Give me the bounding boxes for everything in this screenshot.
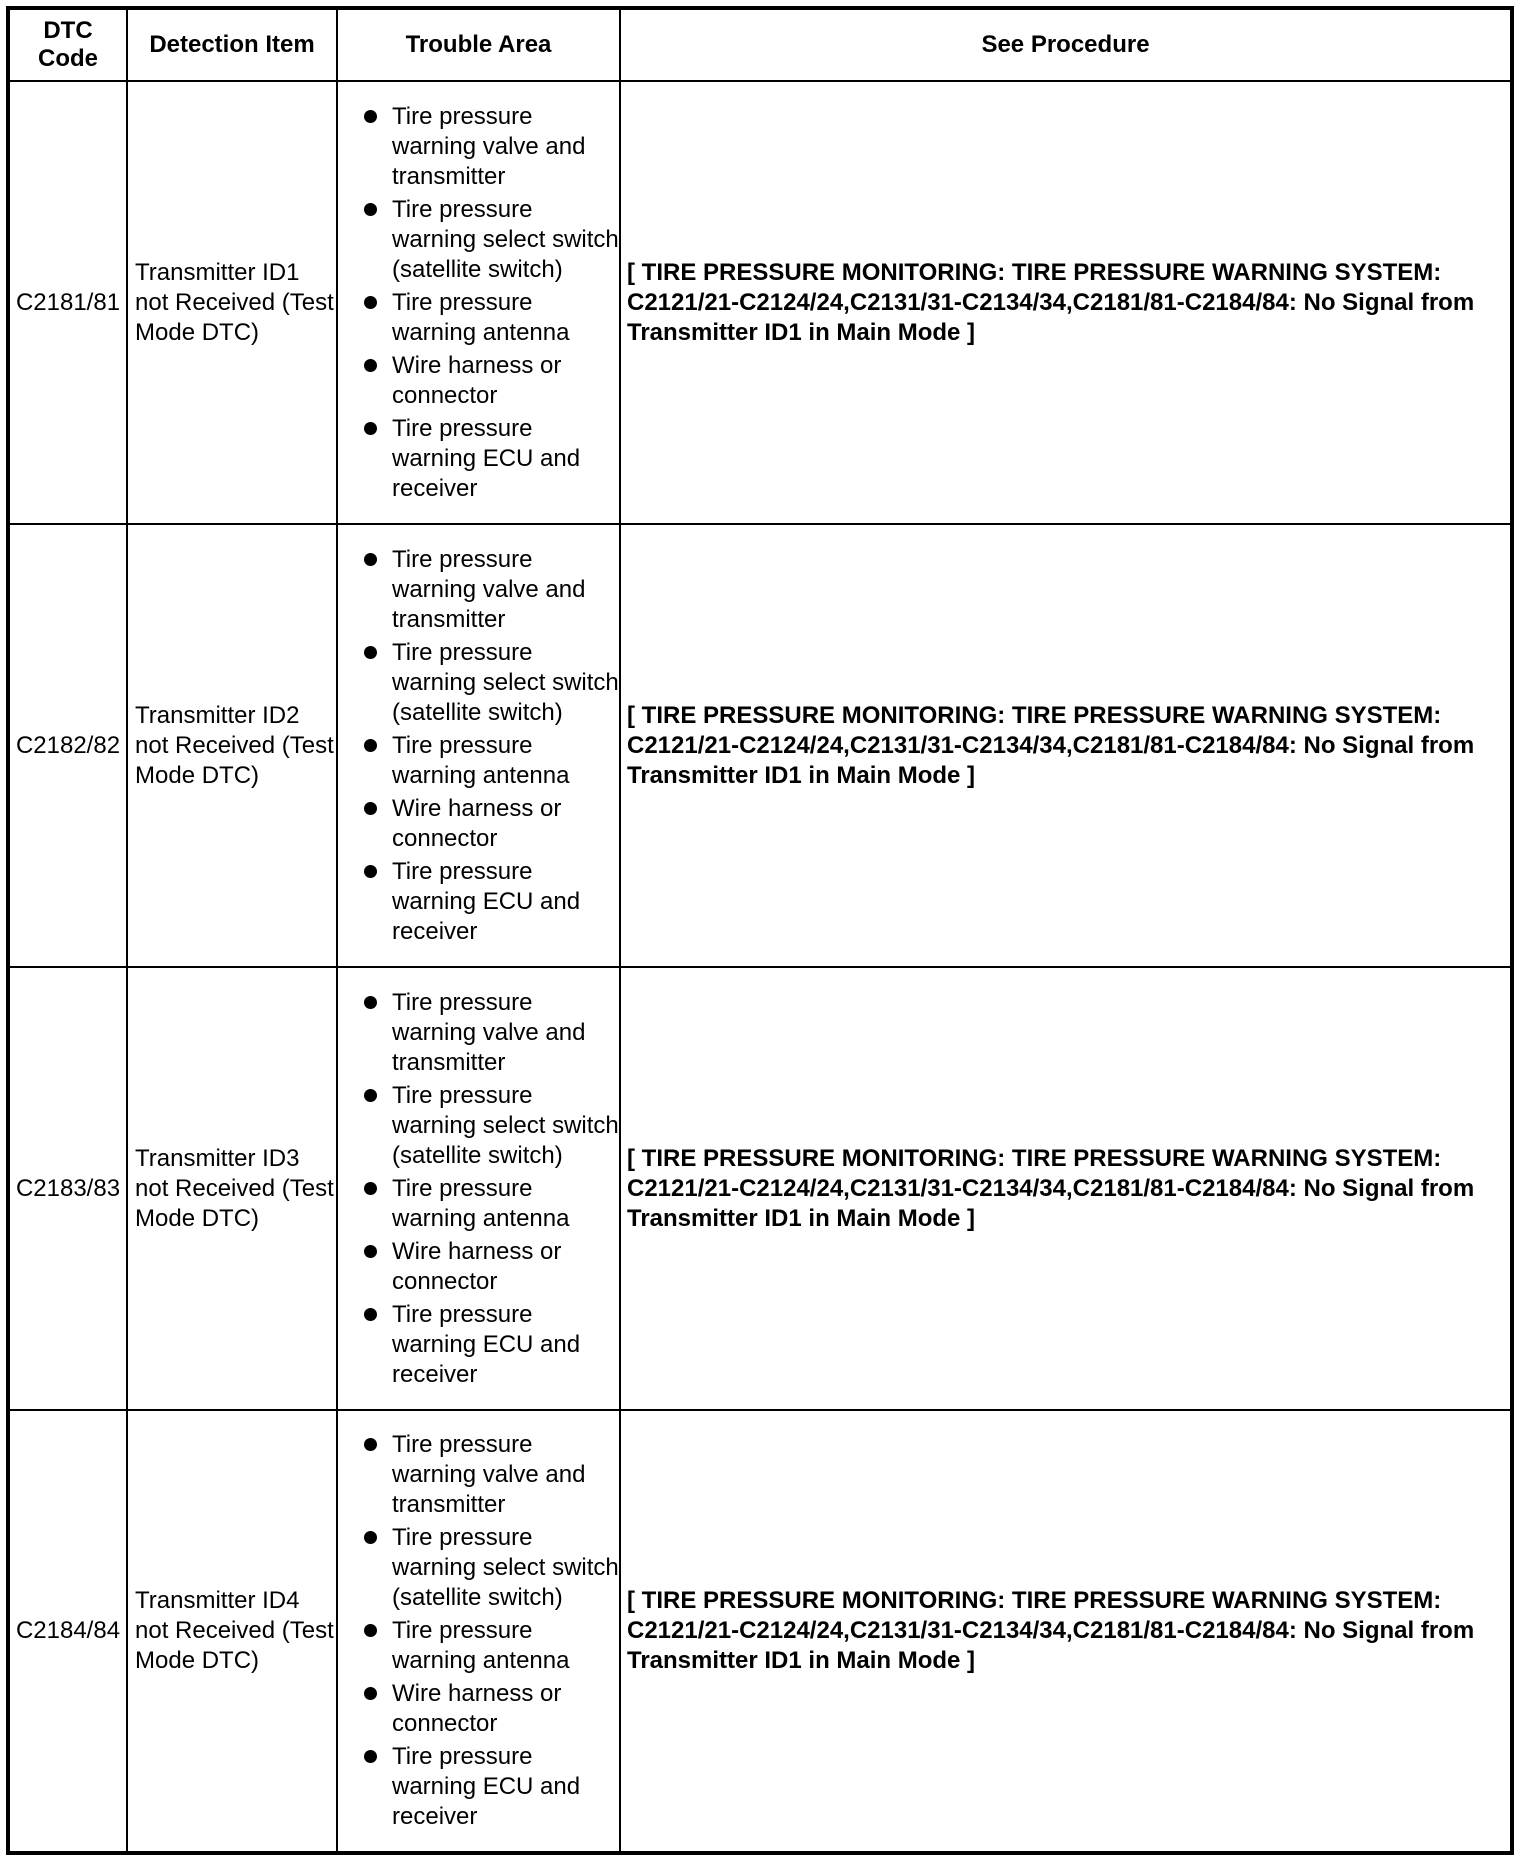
bullet-icon [364,1308,377,1321]
bullet-icon [364,110,377,123]
bullet-icon [364,1687,377,1700]
trouble-area-cell [337,1410,620,1853]
bullet-icon [364,553,377,566]
trouble-area-item: Wire harness or connector [360,794,619,854]
bullet-icon [364,996,377,1009]
detection-item-cell: Transmitter ID3 not Received (Test Mode DTC) [127,967,337,1410]
trouble-area-item: Tire pressure warning valve and transmitter [360,1430,619,1520]
procedure-link[interactable]: [ TIRE PRESSURE MONITORING: TIRE PRESSURE WARNING SYSTEM: C2121/21-C2124/24,C2131/31-C2134/34,C2181/81-C2184/84: No Signal from Transmitter ID1 in Main Mode ] [620,524,1512,967]
bullet-icon [364,203,377,216]
bullet-icon [364,1624,377,1637]
dtc-code-cell: C2181/81 [8,81,127,524]
bullet-icon [364,1750,377,1763]
header-see-procedure: See Procedure [620,8,1512,81]
trouble-area-item: Tire pressure warning antenna [360,288,619,348]
table-row [8,1410,1512,1853]
header-row [8,8,1512,81]
trouble-area-item: Tire pressure warning ECU and receiver [360,414,619,504]
trouble-area-item: Wire harness or connector [360,351,619,411]
detection-item-cell: Transmitter ID1 not Received (Test Mode DTC) [127,81,337,524]
table-row [8,967,1512,1410]
detection-item-cell: Transmitter ID2 not Received (Test Mode DTC) [127,524,337,967]
trouble-area-cell [337,967,620,1410]
trouble-area-item: Tire pressure warning ECU and receiver [360,857,619,947]
header-detection-item: Detection Item [127,8,337,81]
trouble-area-item: Tire pressure warning valve and transmitter [360,545,619,635]
bullet-icon [364,1089,377,1102]
trouble-area-list [360,545,619,947]
bullet-icon [364,296,377,309]
bullet-icon [364,1245,377,1258]
trouble-area-item: Tire pressure warning select switch (satellite switch) [360,195,619,285]
bullet-icon [364,1438,377,1451]
trouble-area-item: Tire pressure warning valve and transmitter [360,988,619,1078]
trouble-area-cell [337,524,620,967]
dtc-code-cell: C2182/82 [8,524,127,967]
bullet-icon [364,802,377,815]
bullet-icon [364,422,377,435]
trouble-area-item: Tire pressure warning select switch (satellite switch) [360,1523,619,1613]
table-row [8,524,1512,967]
trouble-area-list [360,1430,619,1832]
procedure-link[interactable]: [ TIRE PRESSURE MONITORING: TIRE PRESSURE WARNING SYSTEM: C2121/21-C2124/24,C2131/31-C2134/34,C2181/81-C2184/84: No Signal from Transmitter ID1 in Main Mode ] [620,1410,1512,1853]
trouble-area-list [360,988,619,1390]
trouble-area-list [360,102,619,504]
trouble-area-item: Tire pressure warning ECU and receiver [360,1300,619,1390]
trouble-area-item: Tire pressure warning select switch (satellite switch) [360,638,619,728]
trouble-area-item: Wire harness or connector [360,1679,619,1739]
trouble-area-item: Tire pressure warning select switch (satellite switch) [360,1081,619,1171]
header-trouble-area: Trouble Area [337,8,620,81]
table-row [8,81,1512,524]
bullet-icon [364,1531,377,1544]
trouble-area-item: Tire pressure warning ECU and receiver [360,1742,619,1832]
bullet-icon [364,865,377,878]
dtc-table [6,6,1514,1855]
bullet-icon [364,646,377,659]
header-dtc-code: DTC Code [8,8,127,81]
trouble-area-item: Tire pressure warning antenna [360,731,619,791]
trouble-area-item: Tire pressure warning antenna [360,1174,619,1234]
procedure-link[interactable]: [ TIRE PRESSURE MONITORING: TIRE PRESSURE WARNING SYSTEM: C2121/21-C2124/24,C2131/31-C2134/34,C2181/81-C2184/84: No Signal from Transmitter ID1 in Main Mode ] [620,967,1512,1410]
trouble-area-item: Wire harness or connector [360,1237,619,1297]
procedure-link[interactable]: [ TIRE PRESSURE MONITORING: TIRE PRESSURE WARNING SYSTEM: C2121/21-C2124/24,C2131/31-C2134/34,C2181/81-C2184/84: No Signal from Transmitter ID1 in Main Mode ] [620,81,1512,524]
dtc-code-cell: C2183/83 [8,967,127,1410]
trouble-area-item: Tire pressure warning valve and transmitter [360,102,619,192]
trouble-area-item: Tire pressure warning antenna [360,1616,619,1676]
bullet-icon [364,1182,377,1195]
dtc-code-cell: C2184/84 [8,1410,127,1853]
bullet-icon [364,359,377,372]
bullet-icon [364,739,377,752]
detection-item-cell: Transmitter ID4 not Received (Test Mode DTC) [127,1410,337,1853]
trouble-area-cell [337,81,620,524]
